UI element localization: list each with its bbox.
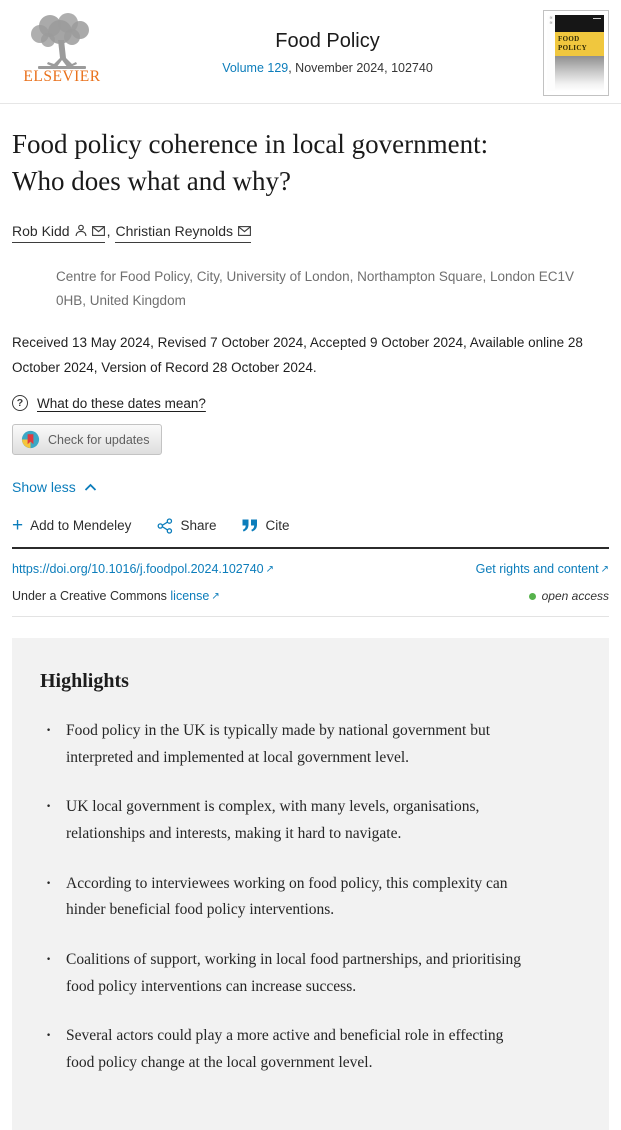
doi-row (12, 549, 609, 576)
journal-cover-thumbnail[interactable] (543, 10, 609, 96)
journal-header (0, 0, 621, 104)
elsevier-tree-icon (20, 12, 104, 70)
author-separator: , (106, 222, 111, 239)
author-rob-kidd[interactable] (12, 223, 105, 243)
person-icon (75, 224, 87, 237)
question-circle-icon: ? (12, 395, 28, 411)
cite-button[interactable] (242, 518, 289, 533)
issue-rest: , November 2024, 102740 (288, 61, 433, 75)
crossmark-icon (21, 430, 40, 449)
author-christian-reynolds[interactable] (115, 223, 251, 243)
cover-title: FOOD POLICY (555, 32, 604, 56)
email-icon (92, 226, 105, 236)
cite-quote-icon (242, 519, 258, 532)
volume-link[interactable]: Volume 129 (222, 61, 289, 75)
article-dates: Received 13 May 2024, Revised 7 October 2024, Accepted 9 October 2024, Available online 28 October 2024, Version of Record 28 October 2024. (12, 335, 583, 375)
show-less-toggle[interactable] (12, 479, 97, 495)
journal-issue-line (112, 61, 543, 75)
license-row (12, 576, 609, 616)
action-bar (12, 516, 609, 535)
highlight-item: · UK local government is complex, with many levels, organisations, relationships and interests, making it hard to navigate. (40, 794, 527, 847)
elsevier-logo[interactable] (12, 10, 112, 86)
author-list (12, 223, 609, 243)
license-link[interactable]: license ↗ (170, 589, 220, 604)
highlights-section (12, 638, 609, 1130)
highlight-item: · According to interviewees working on food policy, this complexity can hinder beneficial food policy interventions. (40, 871, 527, 924)
check-for-updates-button[interactable] (12, 424, 162, 455)
open-access-label: open access (541, 589, 609, 604)
email-icon (238, 226, 251, 236)
article-main (0, 126, 621, 1130)
journal-info (112, 10, 543, 75)
highlights-heading: Highlights (40, 670, 129, 693)
journal-title[interactable]: Food Policy (275, 30, 380, 52)
dates-help-label: What do these dates mean? (37, 395, 206, 411)
external-link-icon: ↗ (211, 591, 220, 603)
article-title: Food policy coherence in local government: Who does what and why? (12, 129, 489, 197)
highlight-item: · Coalitions of support, working in local food partnerships, and prioritising food policy interventions can increase success. (40, 947, 527, 1000)
chevron-up-icon (84, 483, 97, 492)
author-name: Christian Reynolds (115, 222, 233, 239)
cover-spine: ≋ ≋ (547, 15, 555, 91)
cover-art (555, 15, 604, 91)
show-less-label: Show less (12, 479, 76, 496)
add-to-mendeley-button[interactable] (12, 516, 131, 535)
highlights-list (40, 718, 581, 1077)
doi-link[interactable]: https://doi.org/10.1016/j.foodpol.2024.102740 ↗ (12, 562, 274, 577)
check-for-updates-label: Check for updates (48, 432, 150, 447)
cite-label: Cite (265, 518, 290, 534)
license-text: Under a Creative Commons license ↗ (12, 589, 220, 604)
open-access-dot-icon (529, 593, 536, 600)
share-label: Share (180, 518, 217, 534)
cover-black-bar (555, 15, 604, 32)
elsevier-wordmark: ELSEVIER (23, 68, 101, 85)
dates-help-link[interactable] (12, 395, 206, 411)
external-link-icon: ↗ (600, 564, 609, 576)
affiliation: Centre for Food Policy, City, University of London, Northampton Square, London EC1V 0HB, United Kingdom (56, 268, 575, 309)
rights-and-content-link[interactable]: Get rights and content ↗ (475, 562, 609, 577)
cover-gradient (555, 56, 604, 91)
highlight-item: · Food policy in the UK is typically made by national government but interpreted and implemented at local government level. (40, 718, 527, 771)
add-to-mendeley-label: Add to Mendeley (30, 518, 132, 534)
share-button[interactable] (157, 518, 216, 534)
author-name: Rob Kidd (12, 222, 70, 239)
open-access-badge (529, 589, 609, 603)
highlight-item: · Several actors could play a more active and beneficial role in effecting food policy change at the local government level. (40, 1023, 527, 1076)
external-link-icon: ↗ (265, 564, 274, 576)
plus-icon: + (12, 515, 24, 537)
divider-light (12, 616, 609, 617)
share-icon (157, 518, 173, 534)
